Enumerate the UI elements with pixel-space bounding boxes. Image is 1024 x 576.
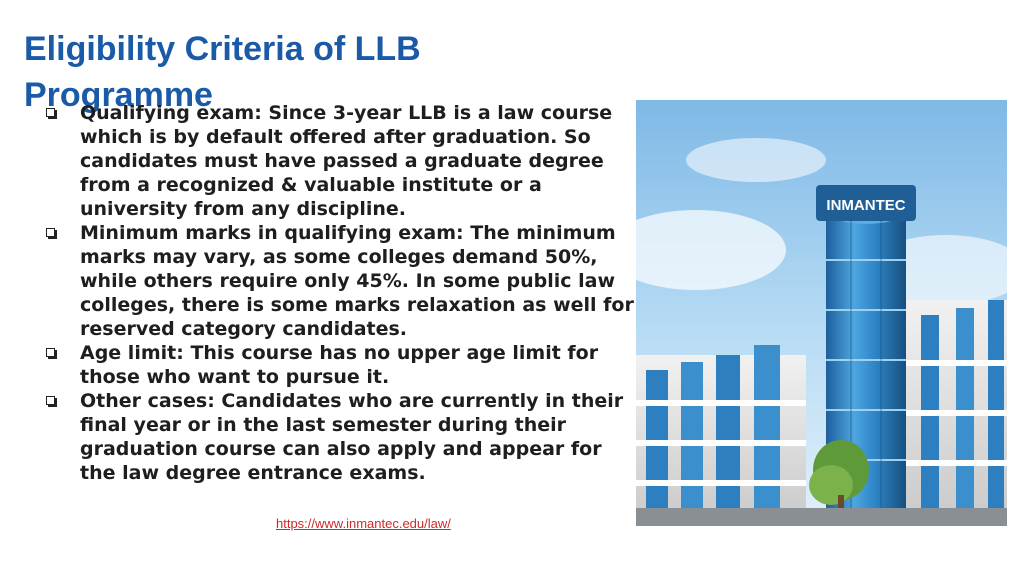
left-wing bbox=[636, 345, 806, 526]
criteria-list bbox=[44, 101, 636, 485]
right-wing bbox=[906, 300, 1007, 526]
checkbox-bullet-icon bbox=[46, 396, 55, 405]
checkbox-bullet-icon bbox=[46, 348, 55, 357]
criteria-item-text: Qualifying exam: Since 3-year LLB is a law course which is by default offered after graduation. So candidates must have passed a graduate degree from a recognized & valuable institute or a university from any discipline. bbox=[80, 102, 613, 220]
checkbox-bullet-icon bbox=[46, 108, 55, 117]
criteria-item-text: Age limit: This course has no upper age limit for those who want to pursue it. bbox=[80, 342, 599, 388]
campus-building-photo bbox=[636, 100, 1007, 526]
criteria-item-text: Minimum marks in qualifying exam: The minimum marks may vary, as some colleges demand 50%, while others require only 45%. In some public law colleges, there is some marks relaxation as well for reserved category candidates. bbox=[80, 222, 634, 340]
criteria-item-other-cases bbox=[44, 389, 636, 485]
criteria-item-qualifying-exam bbox=[44, 101, 636, 221]
criteria-item-minimum-marks bbox=[44, 221, 636, 341]
criteria-item-text: Other cases: Candidates who are currently in their final year or in the last semester during their graduation course can also apply and appear for the law degree entrance exams. bbox=[80, 390, 624, 484]
criteria-item-age-limit bbox=[44, 341, 636, 389]
checkbox-bullet-icon bbox=[46, 228, 55, 237]
source-link[interactable]: https://www.inmantec.edu/law/ bbox=[276, 516, 451, 531]
slide-title: Eligibility Criteria of LLB Programme bbox=[24, 30, 421, 114]
building-sign: INMANTEC bbox=[826, 197, 906, 214]
